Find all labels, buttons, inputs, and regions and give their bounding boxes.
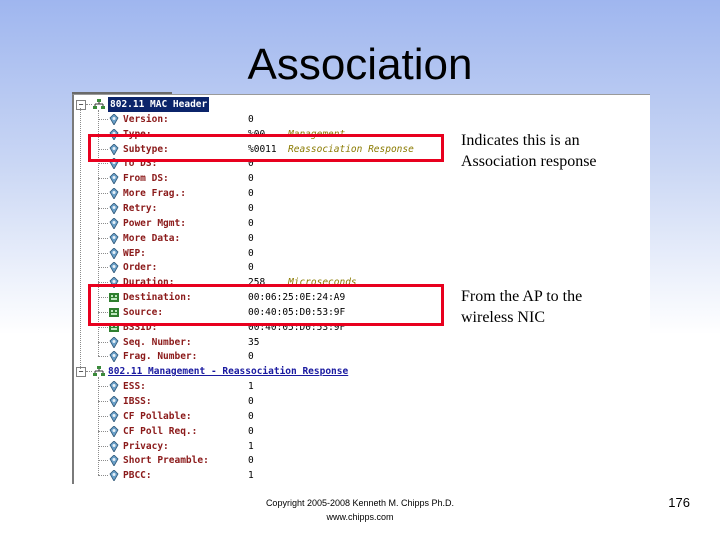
tree-field-value: 0 <box>248 455 254 467</box>
tree-connector <box>98 193 108 194</box>
tree-field-value: %0011 <box>248 143 277 155</box>
tree-field-label: CF Poll Req.: <box>123 425 198 437</box>
field-marker-icon <box>109 114 119 125</box>
tree-field-label: Privacy: <box>123 440 169 452</box>
tree-field-value: 0 <box>248 396 254 407</box>
subtype-callout <box>461 130 597 172</box>
tree-field-label: BSSID: <box>123 321 158 333</box>
tree-connector <box>98 253 108 254</box>
tree-field-row[interactable] <box>74 394 650 409</box>
tree-field-row[interactable] <box>74 409 650 424</box>
tree-connector <box>98 223 108 224</box>
tree-field-row[interactable] <box>74 439 650 454</box>
field-marker-icon <box>109 426 119 437</box>
subtype-highlight-box <box>88 134 444 162</box>
tree-field-row[interactable] <box>74 246 650 261</box>
tree-group-label: 802.11 Management - Reassociation Response <box>108 366 349 378</box>
field-marker-icon <box>109 441 119 452</box>
tree-field-row[interactable] <box>74 201 650 216</box>
tree-connector <box>98 356 108 357</box>
field-marker-icon <box>109 218 119 229</box>
tree-field-row[interactable] <box>74 335 650 350</box>
slide-title: Association <box>247 40 473 89</box>
tree-connector <box>98 342 108 343</box>
tree-field-label: WEP: <box>123 247 146 259</box>
tree-connector <box>98 267 108 268</box>
field-marker-icon <box>109 337 119 348</box>
copyright-line: Copyright 2005-2008 Kenneth M. Chipps Ph.D. <box>265 498 455 508</box>
page-number: 176 <box>668 495 690 510</box>
field-marker-icon <box>109 381 119 392</box>
tree-field-label: Retry: <box>123 202 158 214</box>
tree-field-description: Reassociation Response <box>288 143 414 155</box>
tree-field-label: Order: <box>123 262 158 274</box>
tree-field-label: CF Pollable: <box>123 410 192 422</box>
tree-field-row[interactable] <box>74 186 650 201</box>
tree-field-row[interactable] <box>74 231 650 246</box>
website-line: www.chipps.com <box>326 512 394 522</box>
tree-connector <box>98 475 108 476</box>
tree-connector <box>98 401 108 402</box>
tree-field-value: 0 <box>248 425 254 437</box>
tree-field-label: Duration: <box>123 277 175 289</box>
tree-group-row[interactable] <box>74 97 650 112</box>
tree-field-label: Seq. Number: <box>123 336 192 348</box>
field-marker-icon <box>109 396 119 407</box>
tree-connector <box>98 208 108 209</box>
field-marker-icon <box>109 351 119 362</box>
tree-field-value: 0 <box>248 351 254 363</box>
tree-field-value: 0 <box>248 247 254 259</box>
tree-field-value: 0 <box>248 202 254 214</box>
tree-connector <box>86 371 92 372</box>
field-marker-icon <box>109 262 119 273</box>
tree-connector <box>98 460 108 461</box>
addresses-callout-line2: wireless NIC <box>461 309 545 326</box>
tree-field-value: 0 <box>248 232 254 244</box>
field-marker-icon <box>109 411 119 422</box>
tree-connector <box>98 119 108 120</box>
tree-field-label: Power Mgmt: <box>123 217 186 229</box>
tree-field-label: Source: <box>123 306 164 318</box>
tree-field-row[interactable] <box>74 379 650 394</box>
copyright-footer <box>200 496 520 524</box>
tree-field-value: 00:40:05:D0:53:9F <box>248 321 346 333</box>
tree-field-value: 258 <box>248 277 266 289</box>
tree-field-row[interactable] <box>74 349 650 364</box>
tree-field-row[interactable] <box>74 453 650 468</box>
tree-connector <box>98 386 108 387</box>
tree-field-value: 0 <box>248 262 254 274</box>
tree-field-label: From DS: <box>123 173 169 185</box>
tree-group-label: 802.11 MAC Header <box>110 99 208 110</box>
tree-field-label: PBCC: <box>123 470 152 482</box>
tree-field-value: 1 <box>248 381 254 393</box>
tree-field-value: 0 <box>248 173 254 185</box>
tree-connector <box>98 178 108 179</box>
tree-group-row[interactable] <box>74 364 650 379</box>
tree-field-label: ESS: <box>123 381 146 393</box>
addresses-callout-line1: From the AP to the <box>461 288 583 305</box>
tree-connector <box>98 238 108 239</box>
tree-field-label: More Data: <box>123 232 181 244</box>
tree-field-row[interactable] <box>74 171 650 186</box>
tree-field-value: 0 <box>248 158 254 170</box>
tree-field-label: To DS: <box>123 158 158 170</box>
tree-field-value: 00:06:25:0E:24:A9 <box>248 292 346 304</box>
tree-field-description: Management <box>288 128 346 140</box>
tree-connector <box>98 163 108 164</box>
tree-field-row[interactable] <box>74 112 650 127</box>
tree-field-value: 1 <box>248 440 254 452</box>
field-marker-icon <box>109 188 119 199</box>
tree-field-label: Frag. Number: <box>123 351 198 363</box>
tree-field-value: 0 <box>248 188 254 200</box>
minus-box-icon[interactable]: − <box>76 100 86 110</box>
tree-field-value: 1 <box>248 470 254 482</box>
tree-field-label: Version: <box>123 113 169 125</box>
tree-field-value: 0 <box>248 410 254 422</box>
tree-field-label: Subtype: <box>123 143 169 155</box>
minus-box-icon[interactable]: − <box>76 367 86 377</box>
address-highlight-box <box>88 284 444 326</box>
tree-root-connector <box>80 108 81 369</box>
addresses-callout <box>461 286 582 328</box>
tree-connector <box>98 416 108 417</box>
tree-field-value: 0 <box>248 113 254 125</box>
network-node-icon <box>93 366 105 377</box>
tree-field-value: 0 <box>248 217 254 229</box>
tree-field-value: %00 <box>248 128 266 140</box>
tree-field-label: IBSS: <box>123 396 152 407</box>
tree-connector <box>98 446 108 447</box>
field-marker-icon <box>109 455 119 466</box>
tree-connector <box>98 431 108 432</box>
tree-vertical-connector <box>98 377 99 475</box>
field-marker-icon <box>109 248 119 259</box>
tree-field-row[interactable] <box>74 216 650 231</box>
tree-field-row[interactable] <box>74 260 650 275</box>
network-node-icon <box>93 99 105 110</box>
tree-field-row[interactable] <box>74 468 650 483</box>
tree-field-value: 00:40:05:D0:53:9F <box>248 306 346 318</box>
tree-field-label: Type: <box>123 128 152 140</box>
tree-connector <box>86 104 92 105</box>
tree-field-row[interactable] <box>74 424 650 439</box>
tree-field-value: 35 <box>248 336 260 348</box>
tree-field-label: Destination: <box>123 292 192 304</box>
tree-field-label: Short Preamble: <box>123 455 209 467</box>
field-marker-icon <box>109 233 119 244</box>
subtype-callout-line1: Indicates this is an <box>461 132 580 149</box>
field-marker-icon <box>109 470 119 481</box>
tree-connector <box>98 327 108 328</box>
field-marker-icon <box>109 203 119 214</box>
tree-field-description: Microseconds <box>288 277 357 289</box>
field-marker-icon <box>109 173 119 184</box>
tree-field-label: More Frag.: <box>123 188 186 200</box>
subtype-callout-line2: Association response <box>461 153 597 170</box>
